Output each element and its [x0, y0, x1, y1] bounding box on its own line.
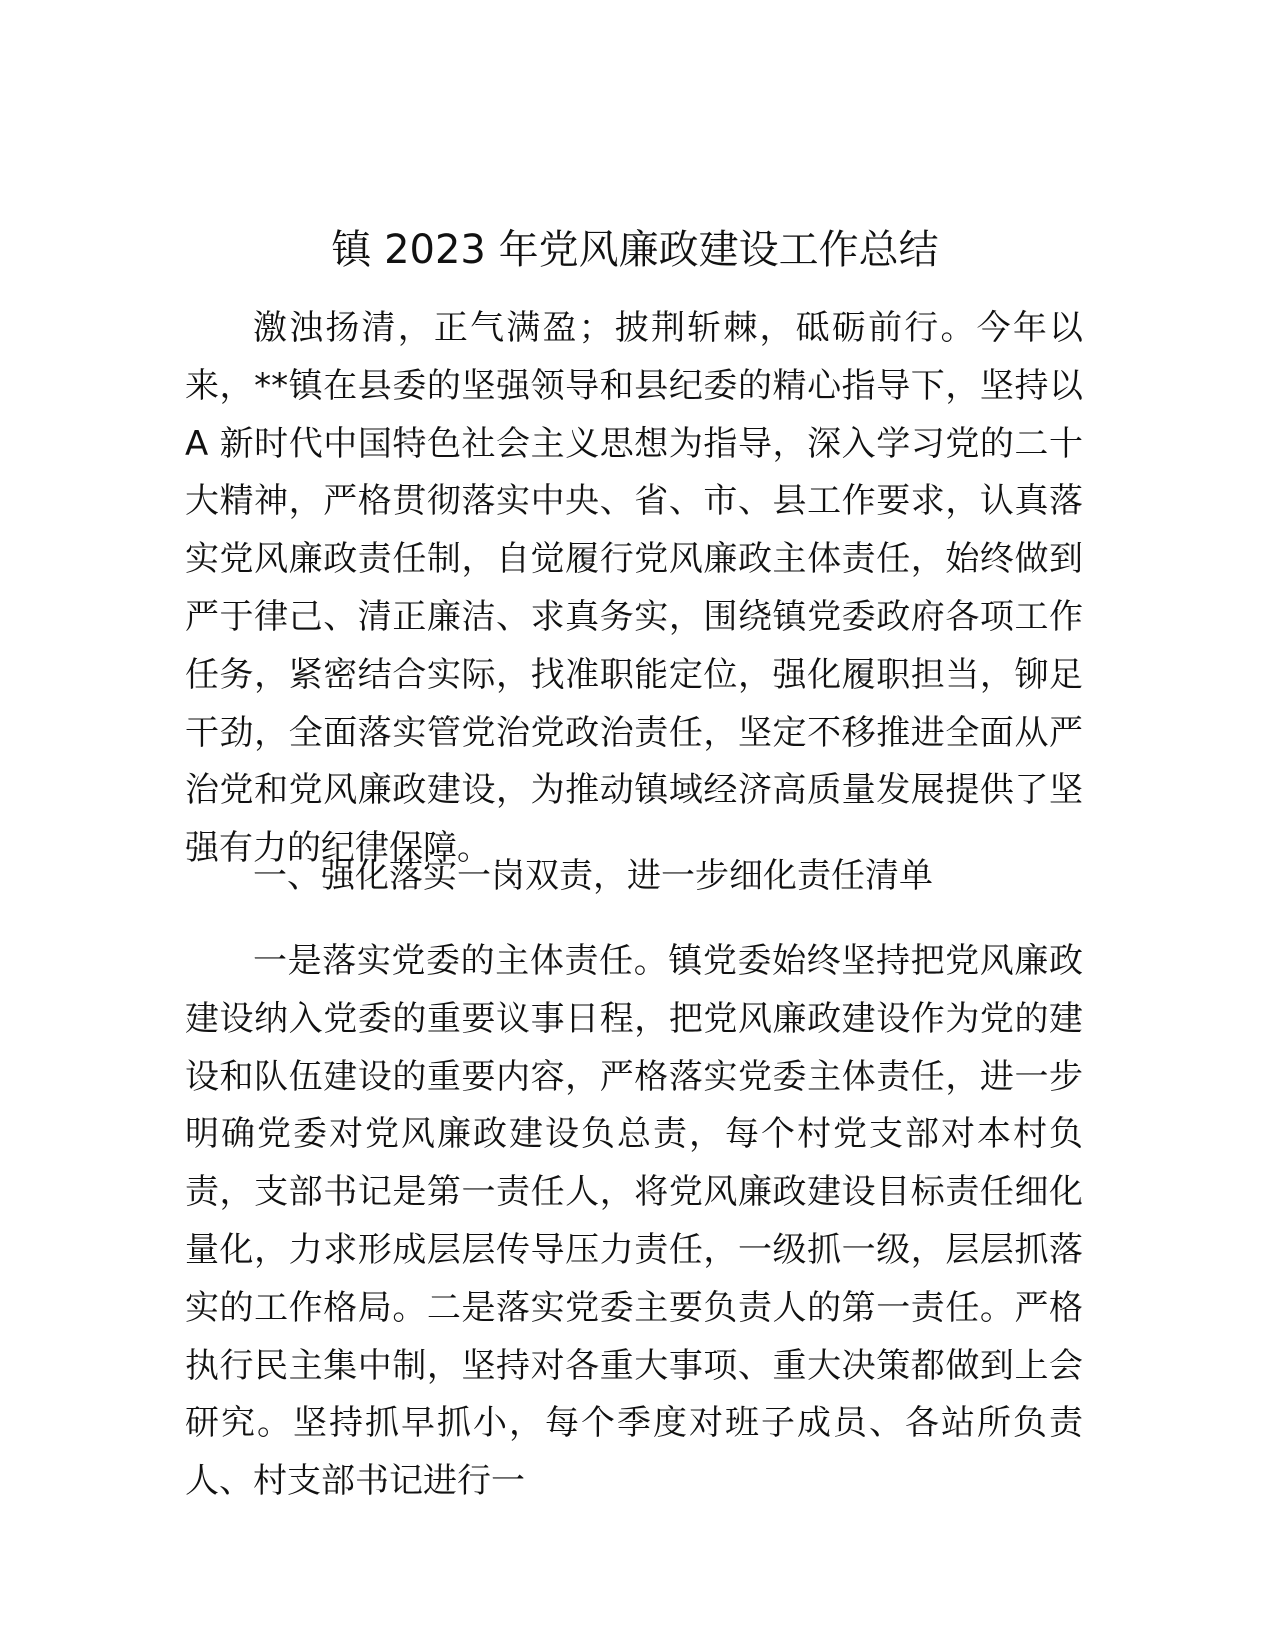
section-one-heading: 一、强化落实一岗双责，进一步细化责任清单	[253, 856, 933, 896]
intro-paragraph: 激浊扬清，正气满盈；披荆斩棘，砥砺前行。今年以来，**镇在县委的坚强领导和县纪委的精心指导下，坚持以 A 新时代中国特色社会主义思想为指导，深入学习党的二十大精神，严格贯彻落实中央、省、市、县工作要求，认真落实党风廉政责任制，自觉履行党风廉政主体责任，始终做到严于律己、清正廉洁、求真务实，围绕镇党委政府各项工作任务，紧密结合实际，找准职能定位，强化履职担当，铆足干劲，全面落实管党治党政治责任，坚定不移推进全面从严治党和党风廉政建设，为推动镇域经济高质量发展提供了坚强有力的纪律保障。	[185, 308, 1083, 869]
document-title: 镇 2023 年党风廉政建设工作总结	[331, 227, 939, 273]
section-one-paragraph: 一是落实党委的主体责任。镇党委始终坚持把党风廉政建设纳入党委的重要议事日程，把党风廉政建设作为党的建设和队伍建设的重要内容，严格落实党委主体责任，进一步明确党委对党风廉政建设负总责，每个村党支部对本村负责，支部书记是第一责任人，将党风廉政建设目标责任细化量化，力求形成层层传导压力责任，一级抓一级，层层抓落实的工作格局。二是落实党委主要负责人的第一责任。严格执行民主集中制，坚持对各重大事项、重大决策都做到上会研究。坚持抓早抓小，每个季度对班子成员、各站所负责人、村支部书记进行一	[185, 941, 1083, 1502]
